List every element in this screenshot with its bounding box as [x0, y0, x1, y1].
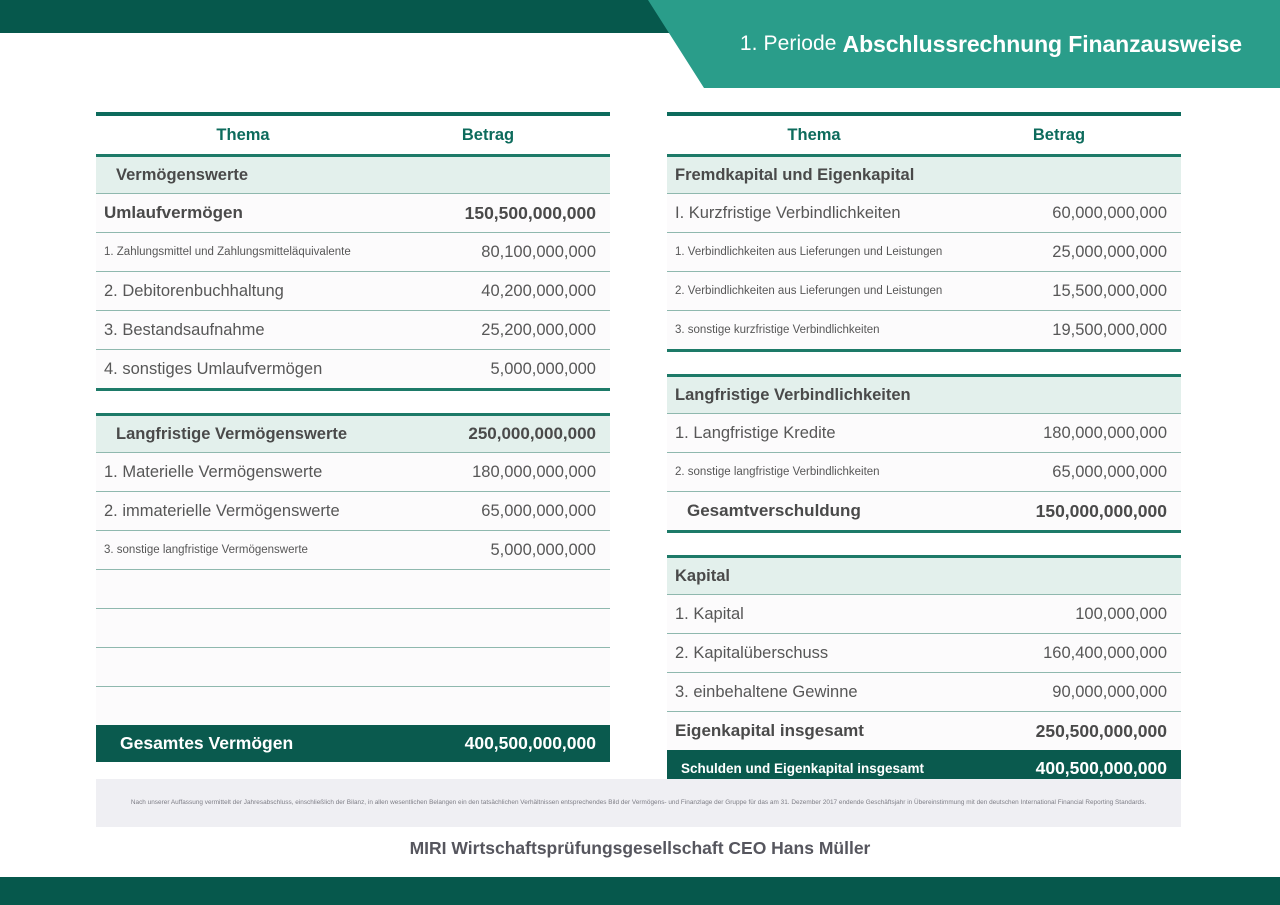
row-label: I. Kurzfristige Verbindlichkeiten: [675, 203, 901, 222]
section-amount: 250,000,000,000: [468, 424, 596, 443]
row-label: 1. Langfristige Kredite: [675, 423, 836, 442]
row-amount: 90,000,000,000: [1052, 682, 1167, 701]
table-row: [667, 311, 1181, 349]
row-label: 3. sonstige kurzfristige Verbindlichkeiten: [675, 324, 880, 336]
section-band-assets: [96, 157, 610, 193]
column-header-thema: Thema: [787, 125, 841, 144]
row-amount: 5,000,000,000: [490, 359, 596, 378]
row-label: 1. Materielle Vermögenswerte: [104, 462, 323, 481]
total-label: Gesamtes Vermögen: [120, 733, 294, 753]
table-row: [96, 492, 610, 530]
table-row-total-debt: [667, 492, 1181, 530]
table-row: [667, 414, 1181, 452]
block-spacer: [667, 352, 1181, 374]
table-row: [667, 272, 1181, 310]
row-label: 3. einbehaltene Gewinne: [675, 682, 858, 701]
column-header-betrag: Betrag: [1032, 125, 1086, 144]
liabilities-block-longterm: [667, 374, 1181, 533]
row-label: Eigenkapital insgesamt: [675, 721, 864, 740]
table-header-row: [96, 116, 610, 154]
row-amount: 65,000,000,000: [1052, 462, 1167, 481]
header-title-group: [740, 0, 1242, 88]
section-band-liabilities-equity: [667, 157, 1181, 193]
signature-line: MIRI Wirtschaftsprüfungsgesellschaft CEO Hans Müller: [409, 838, 871, 858]
row-amount: 65,000,000,000: [481, 501, 596, 520]
section-label: Kapital: [675, 566, 731, 585]
table-row: [96, 233, 610, 271]
table-row-empty: [96, 570, 610, 608]
row-amount: 40,200,000,000: [481, 281, 596, 300]
row-amount: 160,400,000,000: [1043, 643, 1167, 662]
row-amount: 60,000,000,000: [1052, 203, 1167, 222]
row-amount: 80,100,000,000: [481, 242, 596, 261]
header-period-label: 1. Periode: [739, 32, 837, 55]
row-amount: 5,000,000,000: [490, 540, 596, 559]
table-row: [96, 350, 610, 388]
column-header-thema: Thema: [216, 125, 270, 144]
section-label: Fremdkapital und Eigenkapital: [675, 165, 915, 184]
row-amount: 19,500,000,000: [1052, 320, 1167, 339]
row-amount: 150,000,000,000: [1035, 500, 1167, 521]
row-label: Gesamtverschuldung: [687, 501, 861, 520]
row-label: 1. Kapital: [675, 604, 744, 623]
table-row-total-equity: [667, 712, 1181, 750]
row-label: 1. Verbindlichkeiten aus Lieferungen und Leistungen: [675, 246, 943, 258]
row-label: 2. immaterielle Vermögenswerte: [104, 501, 340, 520]
table-row-current-assets: [96, 194, 610, 232]
table-row: [667, 634, 1181, 672]
liabilities-block-current: [667, 112, 1181, 352]
row-label: 1. Zahlungsmittel und Zahlungsmitteläquivalente: [104, 246, 351, 258]
row-label: 3. Bestandsaufnahme: [104, 320, 265, 339]
block-spacer: [96, 391, 610, 413]
total-amount: 400,500,000,000: [464, 733, 596, 753]
footer-dark-band: [0, 877, 1280, 905]
column-header-betrag: Betrag: [461, 125, 515, 144]
disclaimer-text: Nach unserer Auffassung vermittelt der Jahresabschluss, einschließlich der Bilanz, in allen wesentlichen Belangen ein den tatsächlichen Verhältnissen entsprechendes Bild der Vermögens- und Finanzlage der Gruppe für das am 31. Dezember 2017 endende Geschäftsjahr in Übereinstimmung mit den deutschen International Financial Reporting Standards.: [130, 799, 1147, 807]
row-amount: 180,000,000,000: [472, 462, 596, 481]
section-band-longterm-liabilities: [667, 377, 1181, 413]
table-header-row: [667, 116, 1181, 154]
table-row: [667, 233, 1181, 271]
row-amount: 25,000,000,000: [1052, 242, 1167, 261]
section-label: Vermögenswerte: [116, 165, 249, 184]
table-row-empty: [96, 687, 610, 725]
row-label: 2. sonstige langfristige Verbindlichkeiten: [675, 466, 880, 478]
page-header: [0, 0, 1280, 95]
assets-table: [96, 112, 610, 762]
table-row: [96, 531, 610, 569]
table-row: [96, 272, 610, 310]
row-amount: 25,200,000,000: [481, 320, 596, 339]
row-label: 3. sonstige langfristige Vermögenswerte: [104, 544, 308, 556]
section-label: Langfristige Verbindlichkeiten: [675, 385, 911, 404]
section-band-noncurrent-assets: [96, 416, 610, 452]
total-amount: 400,500,000,000: [1035, 758, 1167, 778]
table-row: [96, 311, 610, 349]
row-amount: 180,000,000,000: [1043, 423, 1167, 442]
row-label: 4. sonstiges Umlaufvermögen: [104, 359, 323, 378]
row-label: 2. Kapitalüberschuss: [675, 643, 829, 662]
total-bar-assets: [96, 725, 610, 762]
row-amount: 150,500,000,000: [464, 202, 596, 223]
row-label: 2. Verbindlichkeiten aus Lieferungen und Leistungen: [675, 285, 943, 297]
block-spacer: [667, 533, 1181, 555]
table-row-empty: [96, 609, 610, 647]
table-row: [667, 673, 1181, 711]
section-band-capital: [667, 558, 1181, 594]
row-label: 2. Debitorenbuchhaltung: [104, 281, 284, 300]
assets-block-current: [96, 112, 610, 391]
row-amount: 15,500,000,000: [1052, 281, 1167, 300]
table-row-empty: [96, 648, 610, 686]
table-row: [667, 595, 1181, 633]
equity-block: [667, 555, 1181, 787]
section-label: Langfristige Vermögenswerte: [116, 424, 348, 443]
row-amount: 250,500,000,000: [1035, 720, 1167, 741]
total-label: Schulden und Eigenkapital insgesamt: [681, 761, 925, 776]
row-label: Umlaufvermögen: [104, 203, 243, 222]
assets-block-noncurrent: [96, 413, 610, 762]
table-row: [96, 453, 610, 491]
row-amount: 100,000,000: [1075, 604, 1167, 623]
disclaimer-band: [96, 779, 1181, 827]
table-row-current-liabilities: [667, 194, 1181, 232]
liabilities-equity-table: [667, 112, 1181, 787]
table-row: [667, 453, 1181, 491]
page-title: Abschlussrechnung Finanzausweise: [842, 30, 1242, 57]
